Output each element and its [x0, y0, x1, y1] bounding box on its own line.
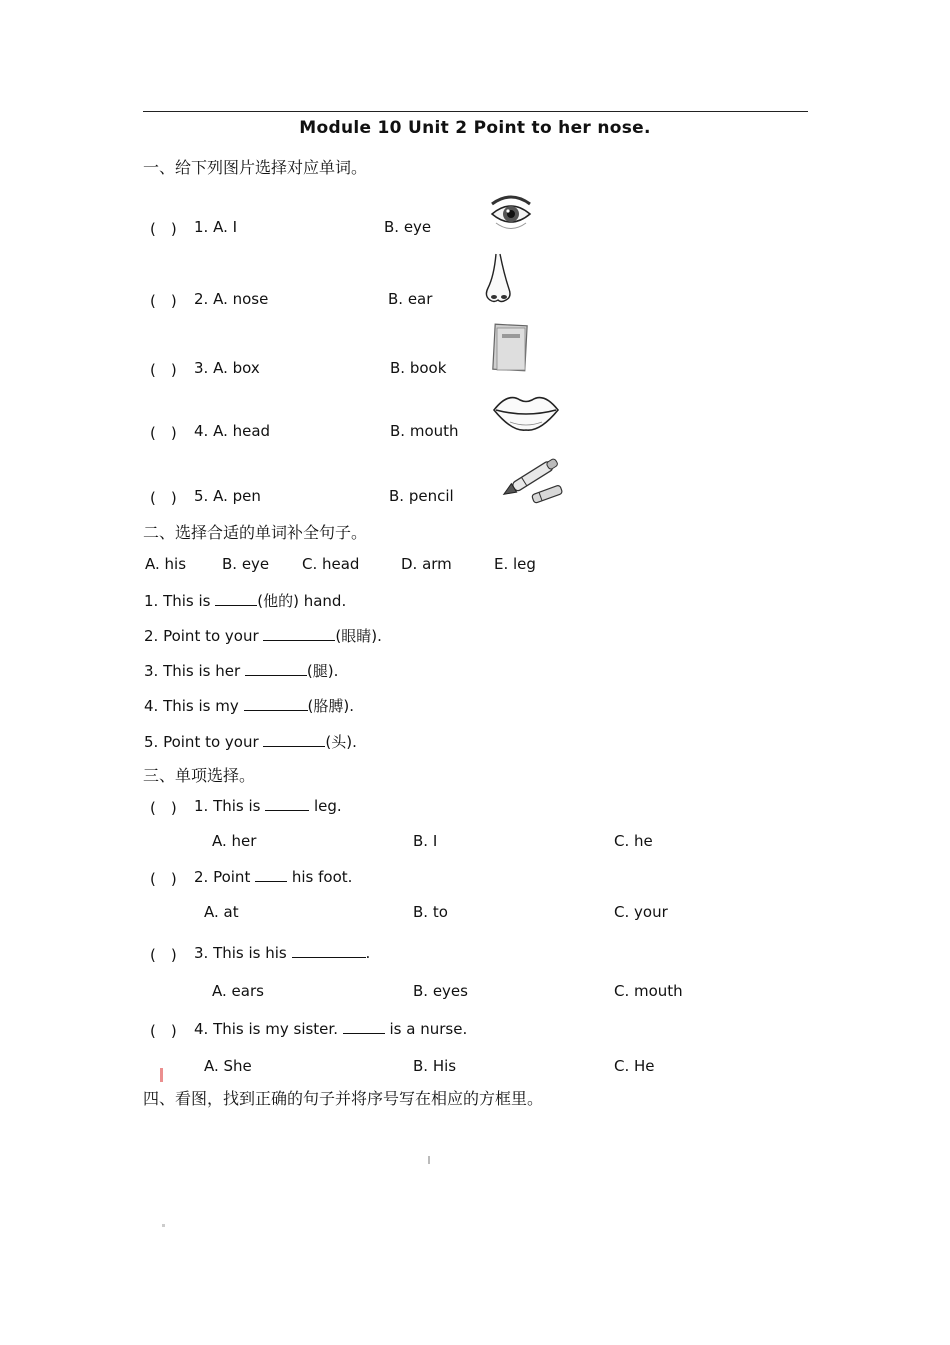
page-title: Module 10 Unit 2 Point to her nose. — [299, 118, 651, 138]
s3-question-3-post: . — [365, 944, 371, 962]
s2-option-d: D. arm — [401, 555, 452, 573]
s2-sentence-1-post: (他的) hand. — [257, 592, 347, 610]
eye-icon — [488, 190, 534, 236]
s2-sentence-4 — [144, 695, 354, 716]
section1-heading: 一、给下列图片选择对应单词。 — [143, 158, 368, 177]
s1-option-a-2: 2. A. nose — [194, 290, 269, 308]
s3-question-2-pre: 2. Point — [194, 868, 256, 886]
s3-blank-2 — [255, 869, 287, 882]
s3-question-1 — [194, 797, 342, 815]
s1-option-a-4: 4. A. head — [194, 422, 271, 440]
s2-blank-1[interactable] — [215, 593, 257, 606]
s3-blank-3 — [292, 945, 366, 958]
s2-sentence-1-pre: 1. This is — [144, 592, 216, 610]
s3-q3-option-b[interactable]: B. eyes — [413, 982, 468, 1000]
pen-icon — [494, 452, 570, 506]
s3-paren-1[interactable]: ( ) — [150, 799, 177, 817]
s3-q1-option-b[interactable]: B. I — [413, 832, 438, 850]
s2-sentence-3 — [144, 660, 338, 681]
s2-sentence-2-pre: 2. Point to your — [144, 627, 264, 645]
scan-speck — [428, 1156, 430, 1164]
s3-q4-option-a[interactable]: A. She — [204, 1057, 252, 1075]
s2-option-e: E. leg — [494, 555, 536, 573]
s1-paren-3[interactable]: ( ) — [150, 361, 177, 379]
s3-q2-option-b[interactable]: B. to — [413, 903, 448, 921]
s1-option-a-1: 1. A. I — [194, 218, 238, 236]
s2-blank-5[interactable] — [263, 734, 325, 747]
s1-option-a-5: 5. A. pen — [194, 487, 261, 505]
s2-sentence-1 — [144, 590, 346, 611]
s1-paren-4[interactable]: ( ) — [150, 424, 177, 442]
margin-mark — [160, 1068, 163, 1082]
s2-option-c: C. head — [302, 555, 360, 573]
s2-option-b: B. eye — [222, 555, 270, 573]
s2-sentence-4-pre: 4. This is my — [144, 697, 244, 715]
s3-paren-2[interactable]: ( ) — [150, 870, 177, 888]
s1-option-b-3: B. book — [390, 359, 447, 377]
section4-heading: 四、看图，找到正确的句子并将序号写在相应的方框里。 — [143, 1089, 544, 1108]
s2-sentence-2 — [144, 625, 382, 646]
s3-question-3-pre: 3. This is his — [194, 944, 292, 962]
s3-q3-option-a[interactable]: A. ears — [212, 982, 264, 1000]
s3-question-4-pre: 4. This is my sister. — [194, 1020, 343, 1038]
s3-paren-3[interactable]: ( ) — [150, 946, 177, 964]
s3-paren-4[interactable]: ( ) — [150, 1022, 177, 1040]
s3-q1-option-c[interactable]: C. he — [614, 832, 653, 850]
lips-icon — [490, 388, 562, 434]
section3-heading: 三、单项选择。 — [143, 766, 256, 785]
s1-option-b-2: B. ear — [388, 290, 433, 308]
nose-icon — [482, 252, 516, 306]
s1-paren-2[interactable]: ( ) — [150, 292, 177, 310]
s2-sentence-3-pre: 3. This is her — [144, 662, 245, 680]
s2-sentence-5-pre: 5. Point to your — [144, 733, 264, 751]
s3-question-1-pre: 1. This is — [194, 797, 266, 815]
header-rule — [143, 111, 808, 112]
s3-question-1-post: leg. — [309, 797, 342, 815]
s1-option-a-3: 3. A. box — [194, 359, 260, 377]
s3-q3-option-c[interactable]: C. mouth — [614, 982, 683, 1000]
s1-option-b-5: B. pencil — [389, 487, 454, 505]
s1-paren-5[interactable]: ( ) — [150, 489, 177, 507]
s2-sentence-4-post: (胳膊). — [307, 697, 354, 715]
s3-q4-option-b[interactable]: B. His — [413, 1057, 457, 1075]
s2-sentence-2-post: (眼睛). — [335, 627, 382, 645]
s3-q4-option-c[interactable]: C. He — [614, 1057, 655, 1075]
s2-sentence-3-post: (腿). — [306, 662, 339, 680]
s3-question-2 — [194, 868, 352, 886]
book-icon — [490, 322, 532, 374]
s3-blank-1 — [265, 798, 309, 811]
s2-sentence-5 — [144, 731, 357, 752]
s3-question-4 — [194, 1020, 467, 1038]
s3-blank-4 — [343, 1021, 385, 1034]
s1-paren-1[interactable]: ( ) — [150, 220, 177, 238]
s2-sentence-5-post: (头). — [325, 733, 357, 751]
s2-blank-4[interactable] — [244, 698, 308, 711]
s3-q1-option-a[interactable]: A. her — [212, 832, 257, 850]
s1-option-b-4: B. mouth — [390, 422, 459, 440]
s2-option-a: A. his — [145, 555, 187, 573]
s2-blank-2[interactable] — [263, 628, 335, 641]
s1-option-b-1: B. eye — [384, 218, 432, 236]
s3-q2-option-a[interactable]: A. at — [204, 903, 239, 921]
s3-question-2-post: his foot. — [287, 868, 353, 886]
s3-question-4-post: is a nurse. — [384, 1020, 468, 1038]
s2-blank-3[interactable] — [245, 663, 307, 676]
scan-speck — [162, 1224, 165, 1227]
s3-question-3 — [194, 944, 370, 962]
s3-q2-option-c[interactable]: C. your — [614, 903, 668, 921]
section2-heading: 二、选择合适的单词补全句子。 — [143, 523, 368, 542]
